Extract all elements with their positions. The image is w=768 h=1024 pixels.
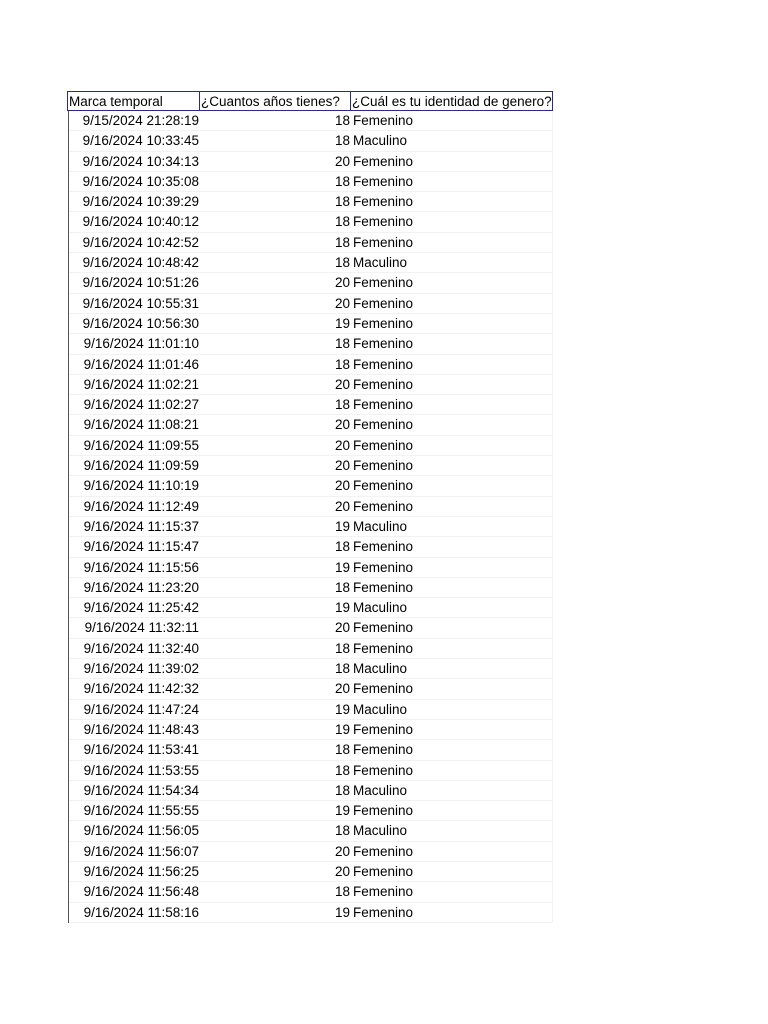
gender-cell[interactable]: Femenino: [351, 355, 553, 374]
gender-cell[interactable]: Femenino: [351, 537, 553, 556]
table-row: [69, 497, 553, 517]
age-cell[interactable]: 20: [334, 275, 350, 291]
table-row: [69, 598, 553, 618]
table-row: [69, 314, 553, 334]
gender-cell[interactable]: Maculino: [351, 517, 553, 536]
timestamp-cell[interactable]: 9/16/2024 10:56:30: [82, 315, 199, 331]
age-cell[interactable]: 18: [334, 255, 350, 271]
age-cell[interactable]: 18: [334, 884, 350, 900]
timestamp-cell[interactable]: 9/16/2024 10:35:08: [82, 173, 199, 189]
age-cell[interactable]: 20: [334, 478, 350, 494]
table-row: [69, 253, 553, 273]
column-header-timestamp[interactable]: Marca temporal: [68, 92, 200, 110]
age-cell[interactable]: 18: [334, 133, 350, 149]
age-cell[interactable]: 19: [334, 315, 350, 331]
gender-cell[interactable]: Femenino: [351, 375, 553, 394]
table-row: [69, 882, 553, 902]
timestamp-cell[interactable]: 9/16/2024 11:56:48: [83, 884, 199, 900]
spreadsheet-table: [67, 91, 553, 923]
age-cell[interactable]: 20: [334, 620, 350, 636]
age-cell[interactable]: 19: [334, 904, 350, 920]
age-cell[interactable]: 20: [334, 295, 350, 311]
timestamp-cell[interactable]: 9/16/2024 11:32:11: [84, 620, 199, 636]
gender-cell[interactable]: Femenino: [351, 497, 553, 516]
gender-cell[interactable]: Femenino: [351, 294, 553, 313]
gender-cell[interactable]: Maculino: [351, 821, 553, 840]
table-row: [69, 781, 553, 801]
gender-cell[interactable]: Femenino: [351, 882, 553, 901]
table-row: [69, 679, 553, 699]
gender-cell[interactable]: Femenino: [351, 314, 553, 333]
table-row: [69, 639, 553, 659]
table-row: [69, 233, 553, 253]
table-row: [69, 476, 553, 496]
timestamp-cell[interactable]: 9/16/2024 11:01:10: [83, 336, 199, 352]
timestamp-cell[interactable]: 9/16/2024 11:15:56: [83, 559, 199, 575]
timestamp-cell[interactable]: 9/16/2024 11:56:05: [83, 823, 199, 839]
age-cell[interactable]: 20: [334, 437, 350, 453]
timestamp-cell[interactable]: 9/16/2024 11:54:34: [83, 782, 199, 798]
timestamp-cell[interactable]: 9/16/2024 10:39:29: [82, 194, 199, 210]
age-cell[interactable]: 20: [334, 376, 350, 392]
table-row: [69, 801, 553, 821]
age-cell[interactable]: 18: [334, 579, 350, 595]
timestamp-cell[interactable]: 9/16/2024 11:55:55: [83, 803, 199, 819]
gender-cell[interactable]: Femenino: [351, 152, 553, 171]
table-row: [69, 436, 553, 456]
age-cell[interactable]: 18: [334, 397, 350, 413]
age-cell[interactable]: 18: [334, 234, 350, 250]
timestamp-cell[interactable]: 9/15/2024 21:28:19: [82, 113, 199, 128]
age-cell[interactable]: 20: [334, 458, 350, 474]
gender-cell[interactable]: Maculino: [351, 598, 553, 617]
gender-cell[interactable]: Femenino: [351, 273, 553, 292]
table-row: [69, 821, 553, 841]
gender-cell[interactable]: Femenino: [351, 862, 553, 881]
age-cell[interactable]: 18: [334, 782, 350, 798]
table-row: [69, 842, 553, 862]
gender-cell[interactable]: Femenino: [351, 192, 553, 211]
table-row: [69, 375, 553, 395]
table-row: [69, 334, 553, 354]
age-cell[interactable]: 19: [334, 803, 350, 819]
gender-cell[interactable]: Femenino: [351, 578, 553, 597]
gender-cell[interactable]: Femenino: [351, 720, 553, 739]
gender-cell[interactable]: Maculino: [351, 131, 553, 150]
timestamp-cell[interactable]: 9/16/2024 11:53:41: [83, 742, 199, 758]
table-row: [69, 618, 553, 638]
age-cell[interactable]: 20: [334, 498, 350, 514]
table-row: [69, 415, 553, 435]
table-row: [69, 111, 553, 131]
age-cell[interactable]: 18: [334, 762, 350, 778]
table-row: [69, 456, 553, 476]
gender-cell[interactable]: Maculino: [351, 659, 553, 678]
timestamp-cell[interactable]: 9/16/2024 11:48:43: [83, 721, 199, 737]
timestamp-cell[interactable]: 9/16/2024 11:15:37: [83, 518, 199, 534]
gender-cell[interactable]: Femenino: [351, 761, 553, 780]
timestamp-cell[interactable]: 9/16/2024 11:02:21: [83, 376, 199, 392]
gender-cell[interactable]: Femenino: [351, 639, 553, 658]
table-body: [68, 111, 553, 923]
table-row: [69, 659, 553, 679]
timestamp-cell[interactable]: 9/16/2024 10:51:26: [82, 275, 199, 291]
timestamp-cell[interactable]: 9/16/2024 11:47:24: [83, 701, 199, 717]
gender-cell[interactable]: Femenino: [351, 415, 553, 434]
timestamp-cell[interactable]: 9/16/2024 11:08:21: [83, 417, 199, 433]
timestamp-cell[interactable]: 9/16/2024 10:55:31: [82, 295, 199, 311]
table-row: [69, 537, 553, 557]
timestamp-cell[interactable]: 9/16/2024 11:09:55: [83, 437, 199, 453]
timestamp-cell[interactable]: 9/16/2024 11:42:32: [83, 681, 199, 697]
timestamp-cell[interactable]: 9/16/2024 10:34:13: [82, 153, 199, 169]
age-cell[interactable]: 20: [334, 681, 350, 697]
age-cell[interactable]: 19: [334, 559, 350, 575]
age-cell[interactable]: 19: [334, 701, 350, 717]
age-cell[interactable]: 20: [334, 417, 350, 433]
age-cell[interactable]: 18: [334, 336, 350, 352]
timestamp-cell[interactable]: 9/16/2024 10:33:45: [82, 133, 199, 149]
timestamp-cell[interactable]: 9/16/2024 10:42:52: [82, 234, 199, 250]
gender-cell[interactable]: Femenino: [351, 679, 553, 698]
table-row: [69, 700, 553, 720]
table-row: [69, 740, 553, 760]
age-cell[interactable]: 18: [334, 823, 350, 839]
table-header-row: [67, 91, 553, 111]
timestamp-cell[interactable]: 9/16/2024 11:23:20: [83, 579, 199, 595]
column-header-age[interactable]: ¿Cuantos años tienes?: [200, 92, 351, 110]
age-cell[interactable]: 18: [334, 742, 350, 758]
table-row: [69, 395, 553, 415]
table-row: [69, 192, 553, 212]
timestamp-cell[interactable]: 9/16/2024 11:10:19: [83, 478, 199, 494]
timestamp-cell[interactable]: 9/16/2024 11:32:40: [83, 640, 199, 656]
gender-cell[interactable]: Femenino: [351, 558, 553, 577]
gender-cell[interactable]: Femenino: [351, 618, 553, 637]
timestamp-cell[interactable]: 9/16/2024 11:02:27: [83, 397, 199, 413]
age-cell[interactable]: 18: [334, 214, 350, 230]
timestamp-cell[interactable]: 9/16/2024 11:09:59: [83, 458, 199, 474]
age-cell[interactable]: 20: [334, 843, 350, 859]
table-row: [69, 761, 553, 781]
age-cell[interactable]: 19: [334, 721, 350, 737]
timestamp-cell[interactable]: 9/16/2024 11:58:16: [83, 904, 199, 920]
age-cell[interactable]: 20: [334, 863, 350, 879]
gender-cell[interactable]: Femenino: [351, 903, 553, 922]
gender-cell[interactable]: Maculino: [351, 700, 553, 719]
table-row: [69, 903, 553, 923]
age-cell[interactable]: 18: [334, 113, 350, 128]
gender-cell[interactable]: Femenino: [351, 842, 553, 861]
age-cell[interactable]: 19: [334, 600, 350, 616]
timestamp-cell[interactable]: 9/16/2024 10:48:42: [82, 255, 199, 271]
timestamp-cell[interactable]: 9/16/2024 11:56:07: [83, 843, 199, 859]
timestamp-cell[interactable]: 9/16/2024 10:40:12: [82, 214, 199, 230]
gender-cell[interactable]: Femenino: [351, 334, 553, 353]
table-row: [69, 355, 553, 375]
table-row: [69, 517, 553, 537]
gender-cell[interactable]: Femenino: [351, 801, 553, 820]
table-row: [69, 273, 553, 293]
age-cell[interactable]: 18: [334, 173, 350, 189]
gender-cell[interactable]: Maculino: [351, 781, 553, 800]
timestamp-cell[interactable]: 9/16/2024 11:53:55: [83, 762, 199, 778]
age-cell[interactable]: 18: [334, 661, 350, 677]
age-cell[interactable]: 19: [334, 518, 350, 534]
gender-cell[interactable]: Femenino: [351, 740, 553, 759]
timestamp-cell[interactable]: 9/16/2024 11:15:47: [83, 539, 199, 555]
column-header-gender[interactable]: ¿Cuál es tu identidad de genero?: [352, 94, 552, 109]
gender-cell[interactable]: Femenino: [351, 436, 553, 455]
gender-cell[interactable]: Maculino: [351, 253, 553, 272]
timestamp-cell[interactable]: 9/16/2024 11:25:42: [83, 600, 199, 616]
table-row: [69, 294, 553, 314]
table-row: [69, 131, 553, 151]
gender-cell[interactable]: Femenino: [351, 233, 553, 252]
table-row: [69, 720, 553, 740]
gender-cell[interactable]: Femenino: [351, 456, 553, 475]
gender-cell[interactable]: Femenino: [351, 172, 553, 191]
gender-cell[interactable]: Femenino: [351, 395, 553, 414]
timestamp-cell[interactable]: 9/16/2024 11:56:25: [83, 863, 199, 879]
age-cell[interactable]: 18: [334, 640, 350, 656]
age-cell[interactable]: 18: [334, 539, 350, 555]
table-row: [69, 172, 553, 192]
timestamp-cell[interactable]: 9/16/2024 11:39:02: [83, 661, 199, 677]
timestamp-cell[interactable]: 9/16/2024 11:12:49: [83, 498, 199, 514]
gender-cell[interactable]: Femenino: [351, 212, 553, 231]
table-row: [69, 152, 553, 172]
table-row: [69, 212, 553, 232]
age-cell[interactable]: 18: [334, 194, 350, 210]
table-row: [69, 862, 553, 882]
table-row: [69, 558, 553, 578]
gender-cell[interactable]: Femenino: [351, 476, 553, 495]
timestamp-cell[interactable]: 9/16/2024 11:01:46: [83, 356, 199, 372]
gender-cell[interactable]: Femenino: [351, 111, 553, 130]
age-cell[interactable]: 18: [334, 356, 350, 372]
age-cell[interactable]: 20: [334, 153, 350, 169]
table-row: [69, 578, 553, 598]
